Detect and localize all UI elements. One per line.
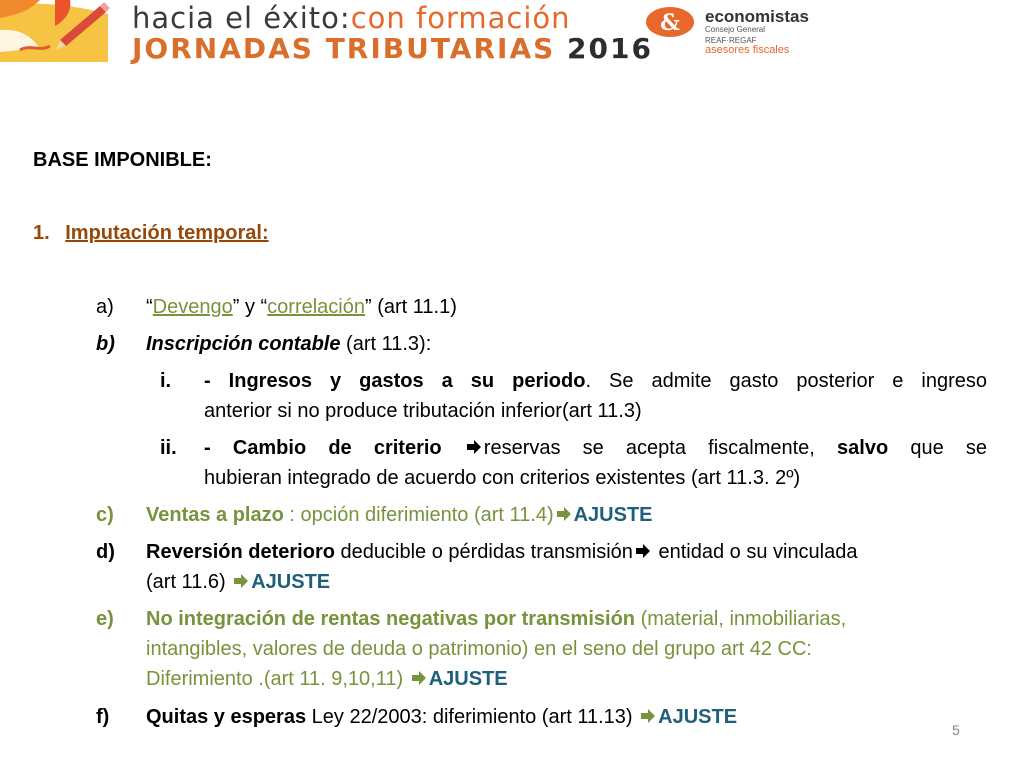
- item-b-title: Inscripción contable: [146, 333, 341, 355]
- item-c: [146, 500, 653, 530]
- devengo-term: Devengo: [152, 296, 233, 318]
- item-f: [146, 702, 737, 732]
- item-e-line2: intangibles, valores de deuda o patrimonio) en el seno del grupo art 42 CC:: [146, 638, 812, 660]
- item-e-line1: [146, 604, 846, 634]
- item-bii-line2: hubieran integrado de acuerdo con criterios existentes (art 11.3. 2º): [204, 467, 801, 489]
- item-e-line3: [146, 664, 508, 694]
- item-bi-bold: - Ingresos y gastos a su periodo: [204, 370, 586, 392]
- ajuste-label: AJUSTE: [251, 571, 331, 593]
- item-bii-rest2: que se: [888, 437, 988, 459]
- arrow-right-icon: [466, 439, 482, 455]
- item-f-bold: Quitas y esperas: [146, 706, 307, 728]
- section-item: [33, 218, 269, 248]
- org-reaf: REAF·REGAF: [705, 36, 757, 45]
- arrow-right-icon: [640, 708, 656, 724]
- ajuste-label: AJUSTE: [573, 504, 653, 526]
- item-a-mid: ” y “: [232, 296, 268, 318]
- item-e-line3-text: Diferimiento .(art 11. 9,10,11): [146, 668, 409, 690]
- item-f-rest: Ley 22/2003: diferimiento (art 11.13): [306, 706, 639, 728]
- item-bii-rest1: reservas se acepta fiscalmente,: [483, 437, 838, 459]
- arrow-right-icon: [411, 670, 427, 686]
- arrow-right-icon: [233, 573, 249, 589]
- item-d-bold: Reversión deterioro: [146, 541, 335, 563]
- arrow-right-icon: [635, 543, 651, 559]
- item-b-rest: (art 11.3):: [340, 333, 432, 355]
- item-c-bold: Ventas a plazo: [146, 504, 284, 526]
- item-bii-salvo: salvo: [837, 437, 889, 459]
- item-e-bold: No integración de rentas negativas por transmisión: [146, 608, 636, 630]
- item-d-line2-text: (art 11.6): [146, 571, 232, 593]
- item-bi-line1: [204, 366, 987, 396]
- ajuste-label: AJUSTE: [428, 668, 508, 690]
- org-sub: Consejo General: [705, 25, 766, 34]
- item-e-rest: (material, inmobiliarias,: [635, 608, 847, 630]
- item-bii-bold: - Cambio de criterio: [204, 437, 464, 459]
- item-bii-line1: [204, 433, 987, 463]
- item-d-line2: [146, 567, 330, 597]
- item-a: [146, 292, 457, 322]
- page-number: 5: [952, 722, 960, 738]
- slide-heading: BASE IMPONIBLE:: [33, 149, 212, 171]
- item-f-marker: f): [96, 706, 110, 728]
- org-name: economistas: [705, 7, 809, 26]
- section-title: Imputación temporal:: [65, 222, 269, 244]
- arrow-right-icon: [556, 506, 572, 522]
- item-d-rest: deducible o pérdidas transmisión: [334, 541, 633, 563]
- item-bi-line2: anterior si no produce tributación inferior(art 11.3): [204, 400, 642, 422]
- org-asesores: asesores fiscales: [705, 44, 790, 56]
- item-bi-rest: . Se admite gasto posterior e ingreso: [585, 370, 987, 392]
- item-c-rest: : opción diferimiento (art 11.4): [283, 504, 554, 526]
- subtitle-text: JORNADAS TRIBUTARIAS: [132, 32, 556, 65]
- item-c-marker: c): [96, 504, 114, 526]
- item-d-marker: d): [96, 541, 115, 563]
- item-bi-marker: i.: [160, 370, 172, 392]
- item-b-marker: b): [96, 333, 115, 355]
- item-bii-marker: ii.: [160, 437, 177, 459]
- section-number: 1.: [33, 222, 50, 244]
- item-b: [146, 329, 431, 359]
- title-part2: con formación: [350, 1, 571, 35]
- item-e-marker: e): [96, 608, 114, 630]
- event-year: 2016: [567, 32, 653, 65]
- svg-text:&: &: [660, 10, 680, 36]
- item-a-marker: a): [96, 296, 114, 318]
- item-a-end: ” (art 11.1): [365, 296, 457, 318]
- title-part1: hacia el éxito:: [132, 1, 351, 35]
- item-d-rest2: entidad o su vinculada: [652, 541, 858, 563]
- ajuste-label: AJUSTE: [658, 706, 738, 728]
- correlacion-term: correlación: [267, 296, 365, 318]
- item-a-quote-open: “: [146, 296, 153, 318]
- item-d-line1: [146, 537, 858, 567]
